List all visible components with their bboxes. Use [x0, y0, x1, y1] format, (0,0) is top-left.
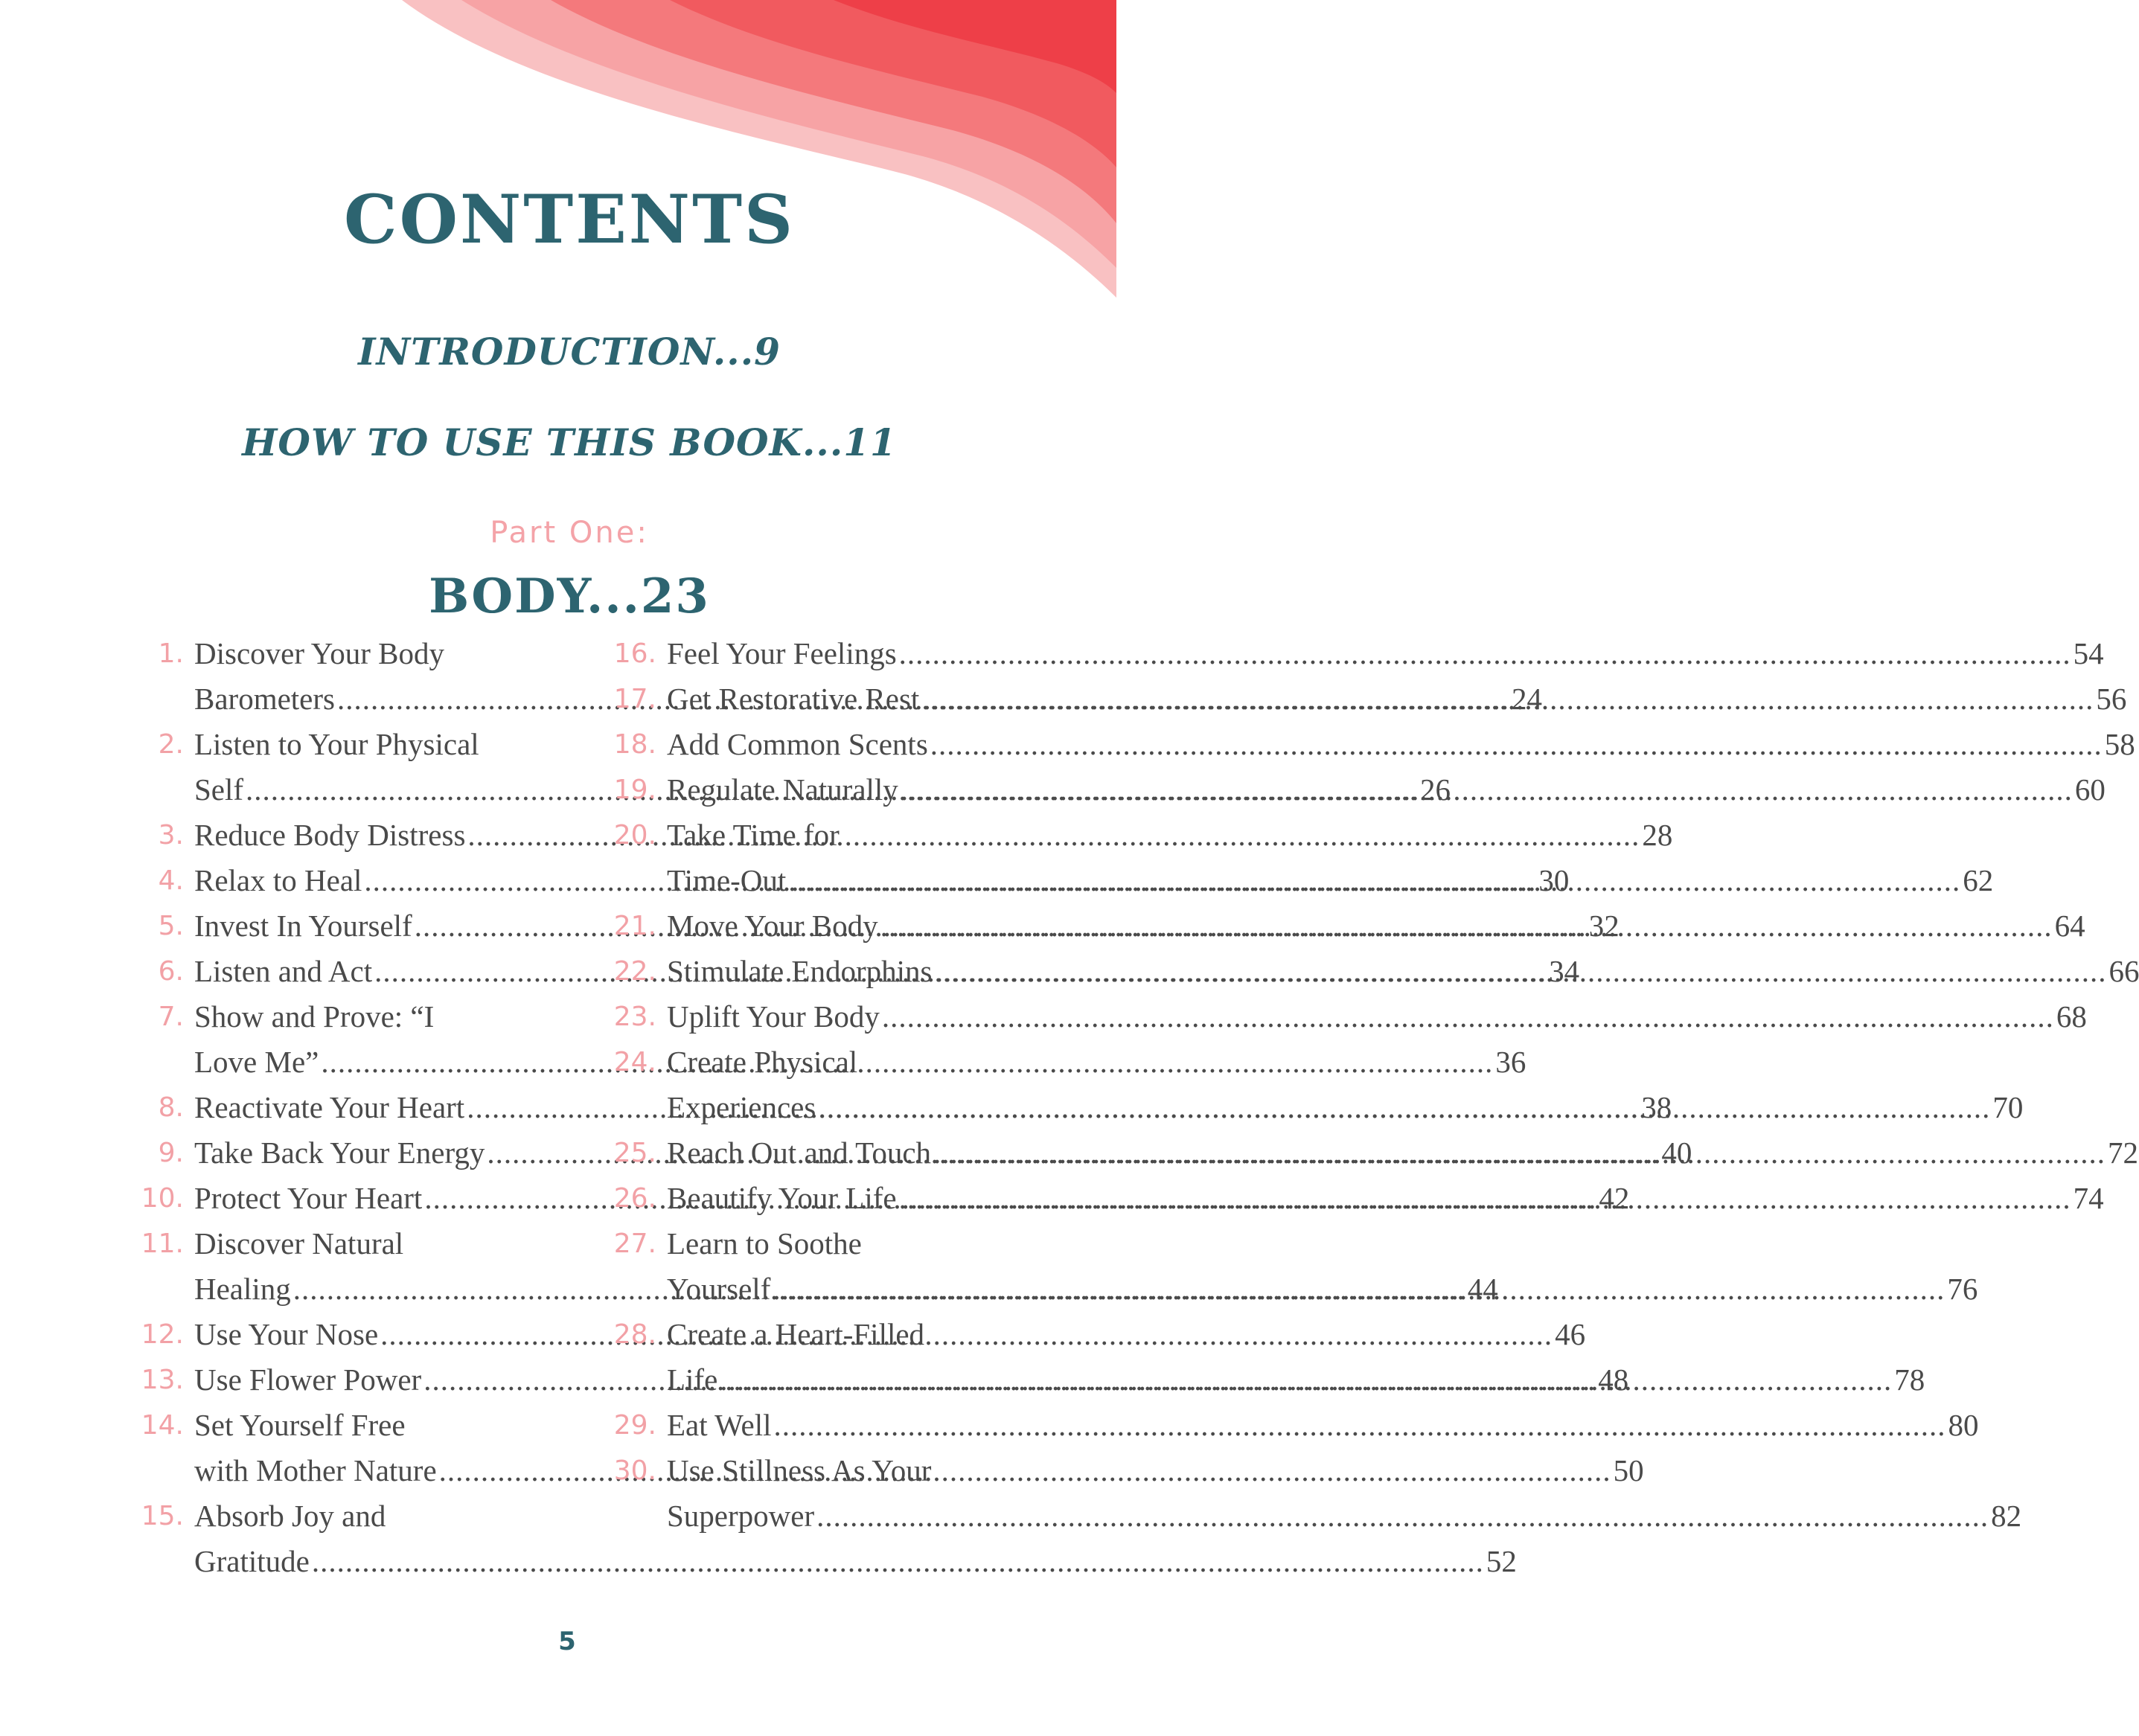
- toc-entry-line: [667, 858, 1993, 903]
- toc-entry-line: [667, 1130, 2138, 1176]
- toc-entry-number: 13.: [141, 1365, 184, 1395]
- toc-entry-line: [667, 1448, 2021, 1493]
- toc-entry-title: Uplift Your Body: [667, 999, 880, 1034]
- toc-entry-title: Get Restorative Rest: [667, 682, 920, 716]
- toc-entry-title: Reactivate Your Heart: [194, 1090, 465, 1124]
- toc-entry-title: Eat Well: [667, 1408, 772, 1442]
- toc-entry-page: 38: [1641, 1090, 1672, 1124]
- dot-leader: [934, 949, 2106, 994]
- toc-entry-page: 80: [1948, 1408, 1979, 1442]
- toc-entry-title: Healing: [194, 1272, 291, 1306]
- toc-entry-title: Barometers: [194, 682, 335, 716]
- toc-entry-page: 26: [1420, 772, 1451, 807]
- toc-entry-line: [667, 631, 2104, 676]
- dot-leader: [818, 1085, 1990, 1130]
- toc-entry-page: 40: [1661, 1136, 1692, 1170]
- toc-entry-text: [667, 994, 2087, 1040]
- toc-entry-page: 42: [1599, 1181, 1630, 1215]
- toc-entry-number: 15.: [141, 1501, 184, 1531]
- toc-entry-text: [667, 1403, 1979, 1448]
- toc-entry-title: Use Flower Power: [194, 1362, 422, 1397]
- dot-leader: [312, 1539, 1484, 1584]
- toc-entry: [595, 1403, 1979, 1448]
- corner-wave-decoration: [0, 0, 1116, 313]
- toc-entry-number: 14.: [141, 1410, 184, 1441]
- toc-entry-title: Discover Your Body: [194, 636, 444, 670]
- toc-entry-title: Use Your Nose: [194, 1317, 379, 1351]
- dot-leader: [899, 1176, 2071, 1221]
- toc-entry-page: 62: [1963, 863, 1994, 897]
- toc-entry-text: [667, 1448, 2021, 1539]
- toc-entry-number: 25.: [613, 1138, 656, 1168]
- toc-entry-page: 64: [2054, 909, 2085, 943]
- toc-entry-number: 21.: [613, 911, 656, 941]
- toc-entry-number: 11.: [141, 1229, 184, 1259]
- toc-entry-page: 48: [1598, 1362, 1629, 1397]
- toc-entry: [595, 722, 2135, 767]
- dot-leader: [933, 1130, 2106, 1176]
- toc-entry-page: 60: [2074, 772, 2106, 807]
- toc-entry-title: Reach Out and Touch: [667, 1136, 932, 1170]
- toc-entry-title: Listen to Your Physical: [194, 727, 479, 761]
- toc-entry-title: Set Yourself Free: [194, 1408, 406, 1442]
- toc-entry-number: 6.: [158, 956, 184, 987]
- toc-entry-title: Move Your Body: [667, 909, 878, 943]
- toc-entry-title: Gratitude: [194, 1544, 310, 1578]
- toc-entry-title: Learn to Soothe: [667, 1226, 862, 1261]
- toc-entry-line: [667, 1221, 1977, 1266]
- toc-entry-page: 28: [1642, 818, 1673, 852]
- dot-leader: [774, 1403, 1946, 1448]
- dot-leader: [816, 1493, 1989, 1539]
- toc-entry-line: [667, 813, 1993, 858]
- dot-leader: [882, 994, 2054, 1040]
- toc-entry-line: [667, 994, 2087, 1040]
- toc-entry-page: 54: [2073, 636, 2104, 670]
- part-label: Part One:: [490, 516, 649, 550]
- toc-entry-title: Yourself: [667, 1272, 771, 1306]
- toc-entry-number: 7.: [158, 1002, 184, 1032]
- toc-entry-title: Use Stillness As Your: [667, 1453, 932, 1487]
- toc-entry-line: [667, 1357, 1925, 1403]
- toc-entry-line: [667, 722, 2135, 767]
- toc-entry-number: 10.: [141, 1183, 184, 1214]
- toc-entry-title: Show and Prove: “I: [194, 999, 435, 1034]
- toc-entry-number: 12.: [141, 1319, 184, 1350]
- toc-entry-number: 17.: [613, 684, 656, 714]
- toc-entry-title: Create a Heart-Filled: [667, 1317, 925, 1351]
- toc-entry: [595, 631, 2104, 676]
- toc-entry-number: 1.: [158, 638, 184, 669]
- toc-entry-title: Self: [194, 772, 244, 807]
- toc-entry-page: 50: [1613, 1453, 1644, 1487]
- toc-entry-page: 30: [1538, 863, 1570, 897]
- toc-entry-page: 56: [2096, 682, 2127, 716]
- toc-entry-number: 22.: [613, 956, 656, 987]
- toc-entry-title: Absorb Joy and: [194, 1499, 386, 1533]
- toc-entry-line: [667, 676, 2126, 722]
- toc-entry-title: Invest In Yourself: [194, 909, 412, 943]
- toc-entry-title: Add Common Scents: [667, 727, 928, 761]
- toc-entry-number: 2.: [158, 729, 184, 760]
- toc-entry-title: Protect Your Heart: [194, 1181, 423, 1215]
- toc-entry-page: 70: [1992, 1090, 2024, 1124]
- introduction-heading: INTRODUCTION...9: [358, 330, 781, 374]
- how-to-use-heading: HOW TO USE THIS BOOK...11: [242, 420, 897, 464]
- toc-entry-number: 27.: [613, 1229, 656, 1259]
- dot-leader: [788, 858, 1960, 903]
- toc-entry-text: [667, 767, 2106, 813]
- toc-entry-page: 52: [1486, 1544, 1517, 1578]
- toc-entry-text: [667, 1312, 1925, 1403]
- toc-entry-text: [667, 1221, 1977, 1312]
- toc-entry-number: 8.: [158, 1092, 184, 1123]
- toc-entry-page: 74: [2073, 1181, 2104, 1215]
- toc-entry-number: 5.: [158, 911, 184, 941]
- toc-entry-title: Feel Your Feelings: [667, 636, 897, 670]
- toc-entry-number: 4.: [158, 865, 184, 896]
- toc-entry-line: [194, 1539, 1517, 1584]
- toc-entry-number: 9.: [158, 1138, 184, 1168]
- dot-leader: [899, 631, 2071, 676]
- toc-entry-number: 29.: [613, 1410, 656, 1441]
- toc-entry-page: 68: [2056, 999, 2087, 1034]
- toc-entry-line: [667, 1312, 1925, 1357]
- toc-entry-title: Love Me”: [194, 1045, 319, 1079]
- toc-entry-line: [667, 903, 2085, 949]
- dot-leader: [930, 722, 2103, 767]
- toc-entry-page: 34: [1549, 954, 1580, 988]
- toc-entry-page: 72: [2108, 1136, 2139, 1170]
- toc-entry-line: [667, 1085, 2023, 1130]
- toc-entry-title: with Mother Nature: [194, 1453, 437, 1487]
- toc-entry-line: [667, 1493, 2021, 1539]
- dot-leader: [773, 1266, 1945, 1312]
- toc-entry-page: 46: [1555, 1317, 1586, 1351]
- dot-leader: [921, 676, 2094, 722]
- toc-entry-line: [667, 949, 2139, 994]
- page-title: CONTENTS: [343, 180, 796, 259]
- toc-entry-line: [667, 1176, 2104, 1221]
- toc-entry-number: 23.: [613, 1002, 656, 1032]
- toc-entry-line: [667, 1040, 2023, 1085]
- toc-entry-text: [667, 1176, 2104, 1221]
- toc-entry-title: Discover Natural: [194, 1226, 404, 1261]
- toc-entry-page: 76: [1947, 1272, 1978, 1306]
- toc-entry-page: 36: [1495, 1045, 1526, 1079]
- toc-entry-page: 44: [1467, 1272, 1498, 1306]
- toc-entry-number: 30.: [613, 1455, 656, 1486]
- toc-entry-title: Life: [667, 1362, 718, 1397]
- toc-entry-title: Listen and Act: [194, 954, 373, 988]
- toc-entry-page: 78: [1894, 1362, 1925, 1397]
- toc-entry-title: Reduce Body Distress: [194, 818, 466, 852]
- dot-leader: [880, 903, 2053, 949]
- toc-entry-line: [667, 1266, 1977, 1312]
- toc-entry-line: [667, 1403, 1979, 1448]
- toc-entry: [595, 994, 2087, 1040]
- toc-entry-page: 82: [1991, 1499, 2022, 1533]
- toc-entry-page: 66: [2108, 954, 2139, 988]
- toc-entry-number: 28.: [613, 1319, 656, 1350]
- toc-entry-number: 24.: [613, 1047, 656, 1077]
- toc-entry-title: Create Physical: [667, 1045, 858, 1079]
- toc-entry-title: Relax to Heal: [194, 863, 362, 897]
- toc-entry-text: [667, 722, 2135, 767]
- toc-entry-text: [667, 676, 2126, 722]
- toc-entry-text: [667, 1130, 2138, 1176]
- toc-entry-number: 3.: [158, 820, 184, 851]
- dot-leader: [720, 1357, 1892, 1403]
- toc-entry-page: 58: [2104, 727, 2135, 761]
- toc-entry-text: [667, 949, 2139, 994]
- toc-entry-number: 16.: [613, 638, 656, 669]
- toc-entry-title: Experiences: [667, 1090, 816, 1124]
- toc-entry-title: Take Time for: [667, 818, 840, 852]
- toc-entry-number: 19.: [613, 775, 656, 805]
- toc-entry-title: Time-Out: [667, 863, 787, 897]
- toc-entry-number: 18.: [613, 729, 656, 760]
- toc-entry-number: 26.: [613, 1183, 656, 1214]
- dot-leader: [901, 767, 2073, 813]
- toc-entry-title: Regulate Naturally: [667, 772, 898, 807]
- page-number: 5: [558, 1627, 576, 1656]
- toc-entry-text: [667, 903, 2085, 949]
- toc-entry-number: 20.: [613, 820, 656, 851]
- toc-entry-page: 32: [1588, 909, 1620, 943]
- toc-entry-text: [667, 1040, 2023, 1130]
- toc-entry-title: Take Back Your Energy: [194, 1136, 485, 1170]
- toc-entry-text: [667, 813, 1993, 903]
- toc-entry-text: [667, 631, 2104, 676]
- part-title: BODY...23: [429, 568, 710, 624]
- toc-entry-line: [667, 767, 2106, 813]
- toc-entry-title: Superpower: [667, 1499, 815, 1533]
- toc-entry-title: Beautify Your Life: [667, 1181, 897, 1215]
- toc-entry-title: Stimulate Endorphins: [667, 954, 933, 988]
- toc-entry-page: 24: [1511, 682, 1542, 716]
